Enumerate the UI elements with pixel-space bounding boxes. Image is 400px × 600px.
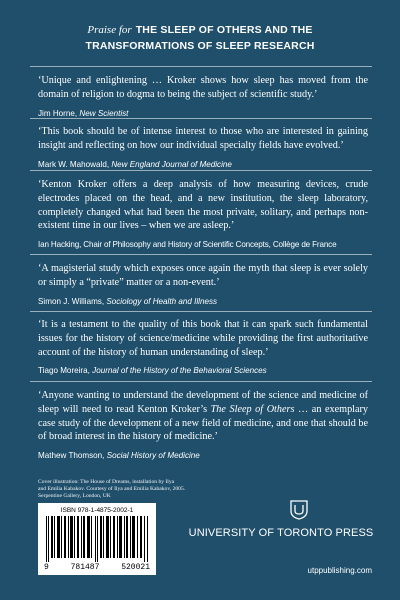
praise-for-line	[0, 21, 400, 38]
publisher-name: UNIVERSITY OF TORONTO PRESS	[188, 527, 374, 539]
quote-attribution	[38, 108, 368, 119]
quote-author: Jim Horne,	[38, 108, 80, 118]
publisher-website: utppublishing.com	[307, 566, 372, 575]
credit-line: Cover illustration: The House of Dreams, installation by Ilya	[38, 479, 175, 485]
quote-attribution	[38, 365, 368, 376]
quote-publication: Social History of Medicine	[106, 451, 200, 461]
quote-author: Ian Hacking, Chair of Philosophy and History of Scientific Concepts, Collège de France	[38, 240, 337, 250]
quote-block	[38, 74, 368, 119]
quote-text: ‘It is a testament to the quality of this book that it can spark such fundamental issues for the history of science/medicine while providing the first authoritative account of the history of human understanding of sleep.’	[38, 319, 368, 358]
quote-text	[38, 389, 368, 444]
quote-attribution	[38, 296, 368, 307]
quote-text-part: ‘Anyone wanting to understand the development of the science and medicine of sleep will need to read Kenton Kroker’s	[38, 390, 368, 415]
utp-shield-logo-icon	[290, 500, 308, 520]
quote-text: ‘Unique and enlightening … Kroker shows how sleep has moved from the domain of religion to dogma to being the subject of scientific study.’	[38, 75, 368, 100]
quote-attribution	[38, 159, 368, 170]
quote-publication: Sociology of Health and Illness	[106, 296, 218, 306]
barcode-digit-group: 9	[44, 563, 49, 572]
isbn-number: ISBN 978-1-4875-2002-1	[60, 507, 134, 514]
divider	[30, 381, 372, 382]
book-title-line1: THE SLEEP OF OTHERS AND THE	[135, 24, 313, 36]
divider	[30, 254, 372, 255]
barcode-digit-group: 781487	[70, 563, 100, 572]
quote-author: Mark W. Mahowald,	[38, 159, 112, 169]
credit-line: and Emilia Kabakov. Courtesy of Ilya and Emilia Kabakov, 2005.	[38, 486, 186, 492]
quote-author: Simon J. Williams,	[38, 296, 107, 306]
quote-publication: Journal of the History of the Behavioral Sciences	[92, 366, 267, 376]
quote-attribution	[38, 239, 368, 250]
quote-block	[38, 125, 368, 170]
divider	[30, 118, 372, 119]
quote-text: ‘This book should be of intense interest to those who are interested in gaining insight and reflecting on how our individual specialty fields have evolved.’	[38, 126, 368, 151]
quote-attribution	[38, 450, 368, 461]
quote-author: Mathew Thomson,	[38, 451, 107, 461]
book-title-line2: TRANSFORMATIONS OF SLEEP RESEARCH	[85, 40, 315, 52]
quote-text: ‘Kenton Kroker offers a deep analysis of how measuring devices, crude electrodes placed on the head, and a new institution, the sleep laboratory, completely changed what had been the most private, solitary, and perhaps non-existent time in our lives – when we are asleep.’	[38, 179, 368, 232]
quote-author: Tiago Moreira,	[38, 366, 93, 376]
praise-for-label: Praise for	[87, 24, 132, 36]
isbn-barcode	[38, 503, 156, 575]
barcode-bars	[46, 516, 148, 562]
quote-block	[38, 178, 368, 250]
divider	[30, 311, 372, 312]
divider	[30, 170, 372, 171]
quote-text-part: … an exemplary case study of the development of a new field of medicine, and one that should be of broad interest in the history of medicine.’	[38, 403, 368, 443]
quote-block	[38, 318, 368, 376]
quote-block	[38, 389, 368, 461]
quote-publication: New Scientist	[79, 108, 129, 118]
credit-line: Serpentine Gallery, London, UK	[38, 493, 111, 499]
quote-text: ‘A magisterial study which exposes once again the myth that sleep is ever solely or simply a “private” matter or a non-event.’	[38, 263, 368, 288]
cover-credits	[38, 479, 188, 500]
divider	[30, 66, 372, 67]
quote-publication: New England Journal of Medicine	[111, 159, 232, 169]
barcode-digit-group: 520021	[121, 563, 150, 572]
praise-header	[0, 21, 400, 54]
quote-block	[38, 262, 368, 307]
barcode-digits	[40, 563, 154, 572]
book-title-italic: The Sleep of Others	[210, 403, 295, 415]
